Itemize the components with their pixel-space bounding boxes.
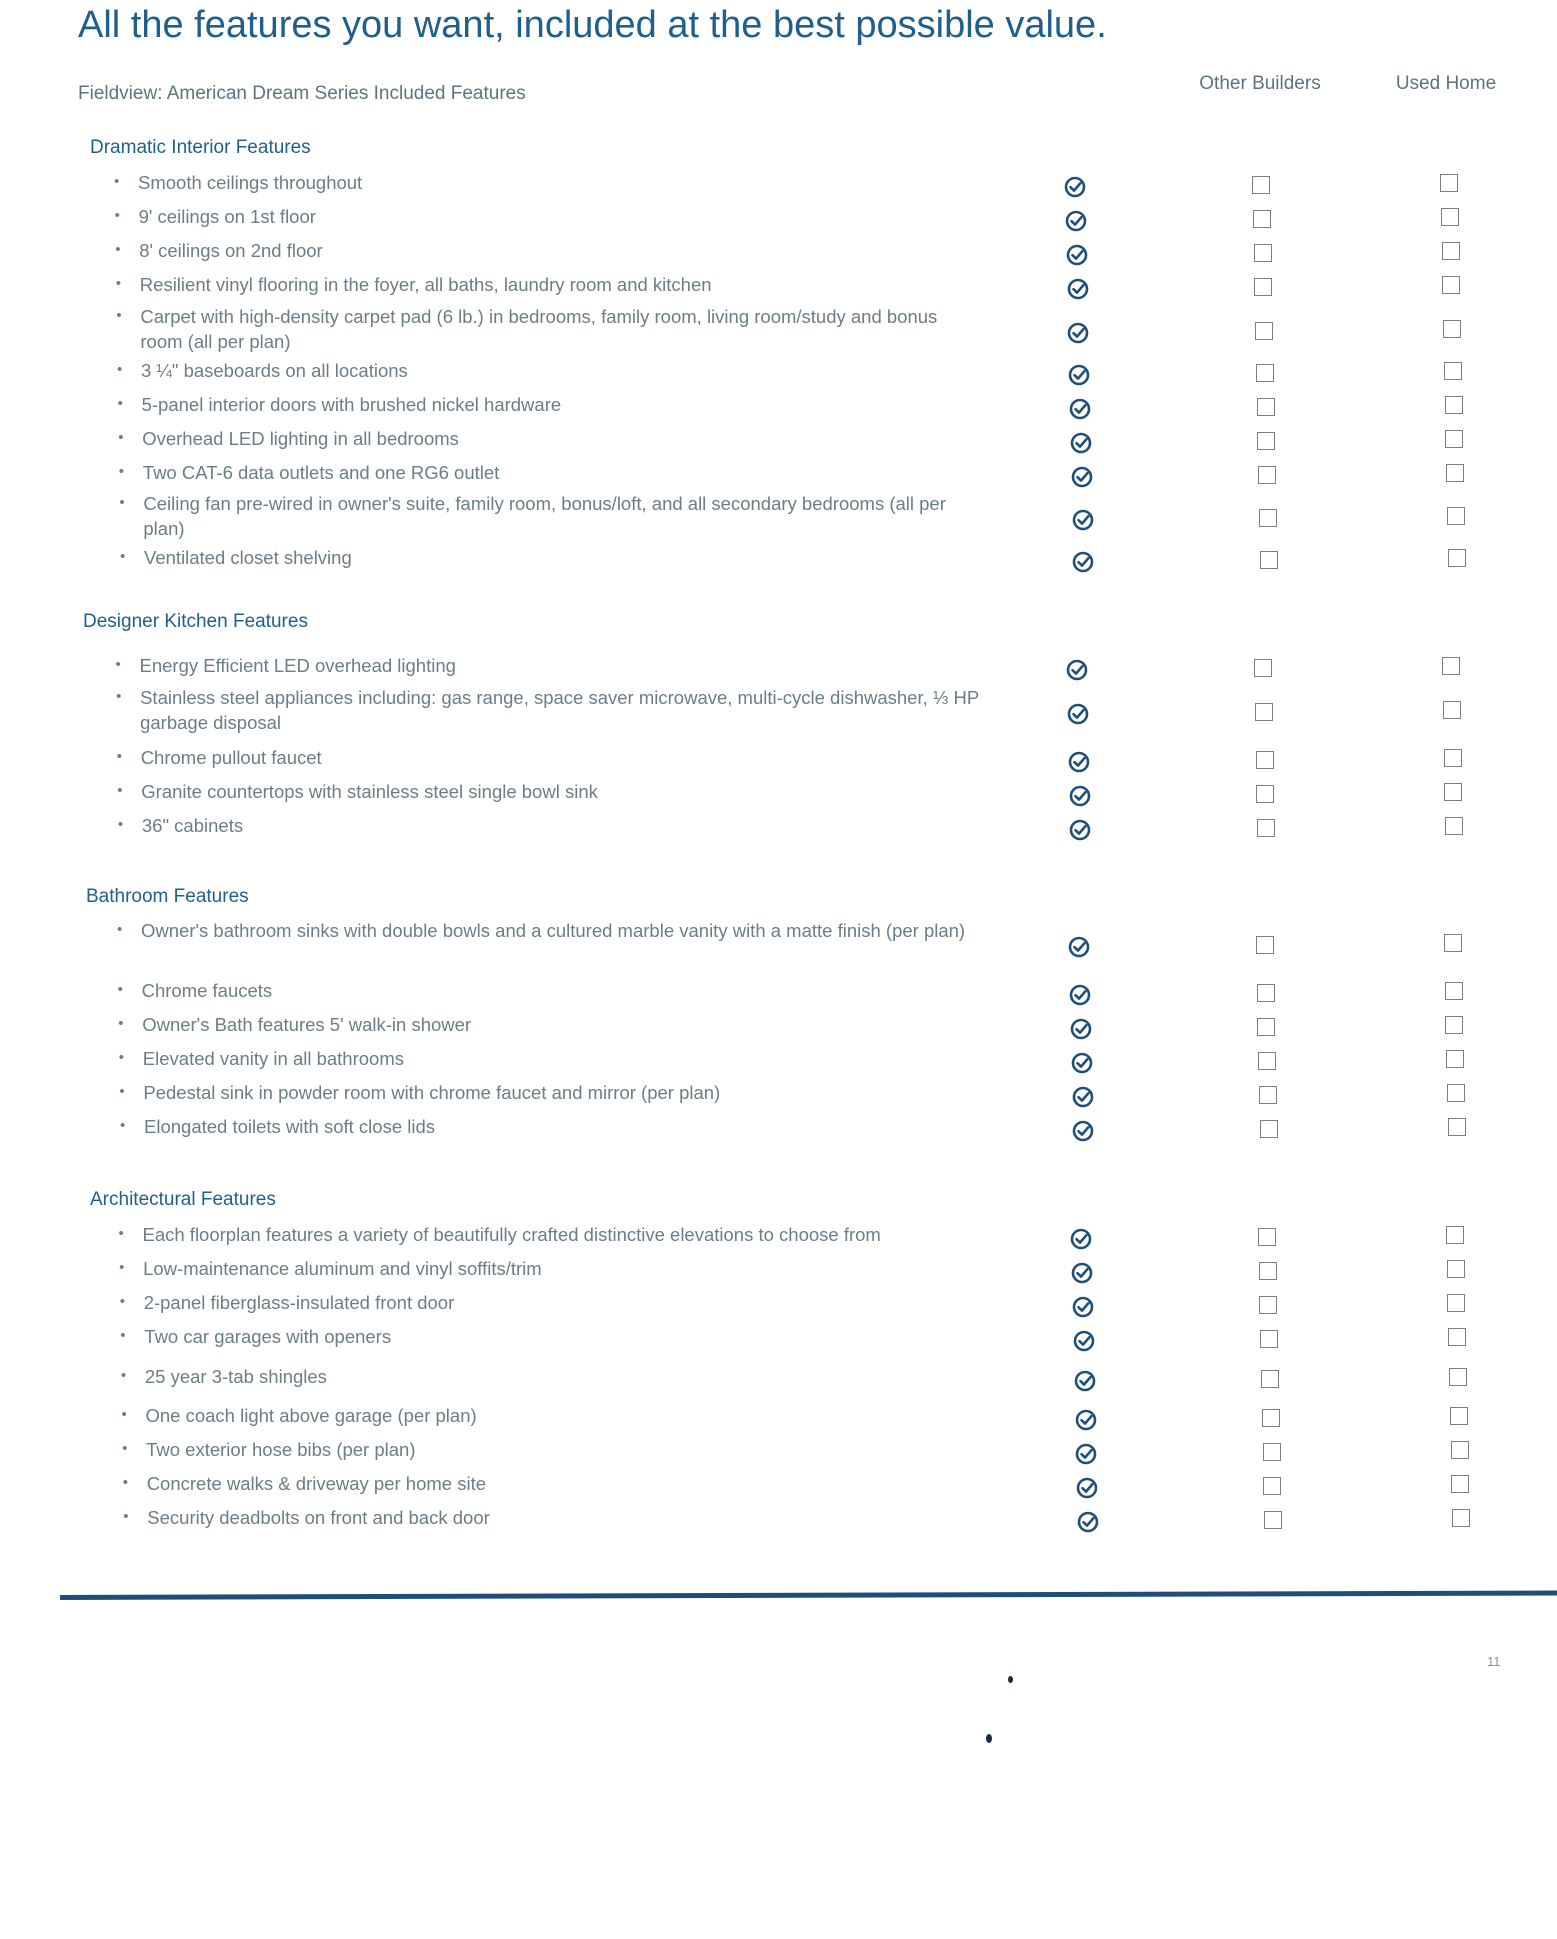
used-home-checkbox[interactable] — [1451, 1441, 1469, 1459]
bullet: • — [115, 241, 121, 258]
other-builders-checkbox[interactable] — [1254, 278, 1272, 296]
other-builders-checkbox[interactable] — [1255, 322, 1273, 340]
included-check-icon — [1076, 1477, 1098, 1499]
included-check-icon — [1072, 1086, 1094, 1108]
bullet: • — [119, 494, 125, 511]
feature-text: Chrome pullout faucet — [140, 747, 322, 768]
used-home-checkbox[interactable] — [1447, 1260, 1465, 1278]
used-home-checkbox[interactable] — [1442, 657, 1460, 675]
used-home-checkbox[interactable] — [1446, 1050, 1464, 1068]
feature-text: 8' ceilings on 2nd floor — [139, 240, 323, 261]
used-home-checkbox[interactable] — [1446, 464, 1464, 482]
other-builders-checkbox[interactable] — [1256, 785, 1274, 803]
feature-text: Low-maintenance aluminum and vinyl soffits/trim — [143, 1258, 542, 1279]
bullet: • — [116, 748, 122, 765]
used-home-checkbox[interactable] — [1443, 701, 1461, 719]
section-title: Bathroom Features — [86, 886, 249, 907]
included-check-icon — [1064, 176, 1086, 198]
bullet: • — [118, 463, 125, 480]
included-check-icon — [1072, 509, 1094, 531]
used-home-checkbox[interactable] — [1448, 549, 1466, 567]
included-check-icon — [1073, 1330, 1095, 1352]
used-home-checkbox[interactable] — [1445, 1016, 1463, 1034]
section-title: Designer Kitchen Features — [83, 611, 308, 632]
feature-text: Owner's bathroom sinks with double bowls and a cultured marble vanity with a matte finish (per plan) — [141, 920, 966, 941]
feature-text: Security deadbolts on front and back door — [147, 1507, 490, 1528]
used-home-checkbox[interactable] — [1447, 1294, 1465, 1312]
other-builders-checkbox[interactable] — [1261, 1370, 1279, 1388]
used-home-checkbox[interactable] — [1444, 783, 1462, 801]
other-builders-checkbox[interactable] — [1264, 1511, 1282, 1529]
other-builders-checkbox[interactable] — [1263, 1477, 1281, 1495]
used-home-checkbox[interactable] — [1442, 276, 1460, 294]
bullet: • — [120, 1367, 127, 1384]
bullet: • — [120, 1327, 126, 1344]
used-home-checkbox[interactable] — [1445, 396, 1463, 414]
bullet: • — [118, 1049, 125, 1066]
scan-speck — [986, 1734, 992, 1743]
included-check-icon — [1072, 1296, 1094, 1318]
feature-text: 2-panel fiberglass-insulated front door — [143, 1292, 455, 1313]
other-builders-checkbox[interactable] — [1259, 1262, 1277, 1280]
used-home-checkbox[interactable] — [1445, 817, 1463, 835]
section-title: Dramatic Interior Features — [90, 137, 311, 158]
used-home-checkbox[interactable] — [1446, 1226, 1464, 1244]
included-check-icon — [1069, 398, 1091, 420]
bullet: • — [117, 921, 123, 938]
included-check-icon — [1070, 432, 1092, 454]
feature-text: Owner's Bath features 5' walk-in shower — [142, 1014, 472, 1035]
included-check-icon — [1068, 936, 1090, 958]
included-check-icon — [1069, 984, 1091, 1006]
feature-text: Concrete walks & driveway per home site — [146, 1473, 486, 1494]
bullet: • — [121, 1406, 127, 1423]
included-check-icon — [1069, 785, 1091, 807]
used-home-checkbox[interactable] — [1448, 1328, 1466, 1346]
bullet: • — [116, 307, 122, 324]
bullet: • — [119, 1293, 125, 1310]
bottom-divider — [60, 1591, 1557, 1600]
bullet: • — [119, 1259, 125, 1276]
other-builders-checkbox[interactable] — [1256, 751, 1274, 769]
feature-text: Overhead LED lighting in all bedrooms — [142, 428, 459, 449]
used-home-checkbox[interactable] — [1444, 362, 1462, 380]
used-home-checkbox[interactable] — [1444, 934, 1462, 952]
included-check-icon — [1069, 819, 1091, 841]
bullet: • — [118, 429, 124, 446]
other-builders-checkbox[interactable] — [1258, 1228, 1276, 1246]
feature-text: 25 year 3-tab shingles — [144, 1366, 327, 1387]
included-check-icon — [1066, 244, 1088, 266]
other-builders-checkbox[interactable] — [1253, 210, 1271, 228]
bullet: • — [114, 207, 120, 224]
other-builders-checkbox[interactable] — [1258, 1052, 1276, 1070]
page-subtitle: Fieldview: American Dream Series Included Features — [78, 83, 526, 104]
included-check-icon — [1068, 751, 1090, 773]
feature-text: 9' ceilings on 1st floor — [138, 206, 316, 227]
included-check-icon — [1070, 1018, 1092, 1040]
bullet: • — [122, 1440, 128, 1457]
scan-speck — [1008, 1676, 1013, 1683]
page-title: All the features you want, included at the best possible value. — [78, 4, 1107, 46]
included-check-icon — [1074, 1370, 1096, 1392]
included-check-icon — [1067, 278, 1089, 300]
used-home-checkbox[interactable] — [1450, 1407, 1468, 1425]
bullet: • — [117, 981, 123, 998]
other-builders-checkbox[interactable] — [1257, 398, 1275, 416]
feature-text: Ventilated closet shelving — [144, 547, 352, 568]
included-check-icon — [1070, 1228, 1092, 1250]
bullet: • — [117, 361, 123, 378]
included-check-icon — [1075, 1409, 1097, 1431]
included-check-icon — [1072, 551, 1094, 573]
bullet: • — [120, 548, 126, 565]
page-number: 11 — [1487, 1654, 1501, 1669]
feature-text: Carpet with high-density carpet pad (6 lb.) in bedrooms, family room, living room/study and bonus room (all per plan) — [140, 306, 938, 352]
used-home-checkbox[interactable] — [1440, 174, 1458, 192]
feature-text: Two CAT-6 data outlets and one RG6 outlet — [142, 462, 500, 483]
other-builders-checkbox[interactable] — [1262, 1409, 1280, 1427]
included-check-icon — [1075, 1443, 1097, 1465]
feature-text: Ceiling fan pre-wired in owner's suite, family room, bonus/loft, and all secondary bedrooms (all per plan) — [143, 493, 946, 539]
included-check-icon — [1072, 1120, 1094, 1142]
other-builders-checkbox[interactable] — [1257, 984, 1275, 1002]
feature-text: Pedestal sink in powder room with chrome faucet and mirror (per plan) — [143, 1082, 721, 1103]
column-header-used-home: Used Home — [1395, 73, 1497, 94]
other-builders-checkbox[interactable] — [1257, 819, 1275, 837]
feature-text: Two car garages with openers — [144, 1326, 392, 1347]
bullet: • — [120, 1117, 126, 1134]
used-home-checkbox[interactable] — [1447, 1084, 1465, 1102]
other-builders-checkbox[interactable] — [1254, 244, 1272, 262]
other-builders-checkbox[interactable] — [1254, 659, 1272, 677]
feature-text: 5-panel interior doors with brushed nickel hardware — [141, 394, 562, 415]
bullet: • — [116, 688, 122, 705]
feature-text: Each floorplan features a variety of beautifully crafted distinctive elevations to choose from — [142, 1224, 881, 1245]
other-builders-checkbox[interactable] — [1260, 551, 1278, 569]
included-check-icon — [1071, 1262, 1093, 1284]
bullet: • — [117, 782, 123, 799]
other-builders-checkbox[interactable] — [1258, 466, 1276, 484]
other-builders-checkbox[interactable] — [1256, 936, 1274, 954]
other-builders-checkbox[interactable] — [1260, 1120, 1278, 1138]
included-check-icon — [1067, 703, 1089, 725]
used-home-checkbox[interactable] — [1449, 1368, 1467, 1386]
bullet: • — [114, 173, 120, 190]
used-home-checkbox[interactable] — [1451, 1475, 1469, 1493]
included-check-icon — [1065, 210, 1087, 232]
included-check-icon — [1071, 466, 1093, 488]
used-home-checkbox[interactable] — [1452, 1509, 1470, 1527]
feature-text: Granite countertops with stainless steel single bowl sink — [141, 781, 598, 802]
bullet: • — [118, 1015, 124, 1032]
section-title: Architectural Features — [90, 1189, 276, 1210]
other-builders-checkbox[interactable] — [1255, 703, 1273, 721]
included-check-icon — [1068, 364, 1090, 386]
used-home-checkbox[interactable] — [1444, 749, 1462, 767]
used-home-checkbox[interactable] — [1443, 320, 1461, 338]
other-builders-checkbox[interactable] — [1263, 1443, 1281, 1461]
other-builders-checkbox[interactable] — [1259, 1086, 1277, 1104]
other-builders-checkbox[interactable] — [1260, 1330, 1278, 1348]
bullet: • — [117, 816, 124, 833]
other-builders-checkbox[interactable] — [1259, 509, 1277, 527]
included-check-icon — [1071, 1052, 1093, 1074]
feature-text: Resilient vinyl flooring in the foyer, all baths, laundry room and kitchen — [139, 274, 712, 295]
other-builders-checkbox[interactable] — [1256, 364, 1274, 382]
bullet: • — [117, 395, 123, 412]
included-check-icon — [1077, 1511, 1099, 1533]
feature-text: Stainless steel appliances including: gas range, space saver microwave, multi-cycle dishwasher, ⅓ HP garbage disposal — [140, 687, 979, 733]
used-home-checkbox[interactable] — [1442, 242, 1460, 260]
feature-text: Two exterior hose bibs (per plan) — [146, 1439, 416, 1460]
used-home-checkbox[interactable] — [1447, 507, 1465, 525]
bullet: • — [122, 1474, 128, 1491]
other-builders-checkbox[interactable] — [1257, 432, 1275, 450]
other-builders-checkbox[interactable] — [1252, 176, 1270, 194]
feature-text: Chrome faucets — [141, 980, 273, 1001]
bullet: • — [115, 656, 121, 673]
feature-text: Elongated toilets with soft close lids — [144, 1116, 436, 1137]
bullet: • — [118, 1225, 124, 1242]
used-home-checkbox[interactable] — [1448, 1118, 1466, 1136]
used-home-checkbox[interactable] — [1445, 982, 1463, 1000]
feature-text: Elevated vanity in all bathrooms — [142, 1048, 404, 1069]
included-check-icon — [1066, 659, 1088, 681]
feature-text: Smooth ceilings throughout — [138, 172, 363, 193]
used-home-checkbox[interactable] — [1445, 430, 1463, 448]
feature-text: One coach light above garage (per plan) — [145, 1405, 477, 1426]
feature-text: 3 ¼" baseboards on all locations — [141, 360, 408, 381]
included-check-icon — [1067, 322, 1089, 344]
other-builders-checkbox[interactable] — [1259, 1296, 1277, 1314]
bullet: • — [123, 1508, 129, 1525]
other-builders-checkbox[interactable] — [1257, 1018, 1275, 1036]
bullet: • — [119, 1083, 125, 1100]
bullet: • — [115, 275, 122, 292]
column-header-other-builders: Other Builders — [1199, 73, 1321, 94]
feature-text: 36" cabinets — [141, 815, 244, 836]
used-home-checkbox[interactable] — [1441, 208, 1459, 226]
feature-text: Energy Efficient LED overhead lighting — [139, 655, 456, 676]
